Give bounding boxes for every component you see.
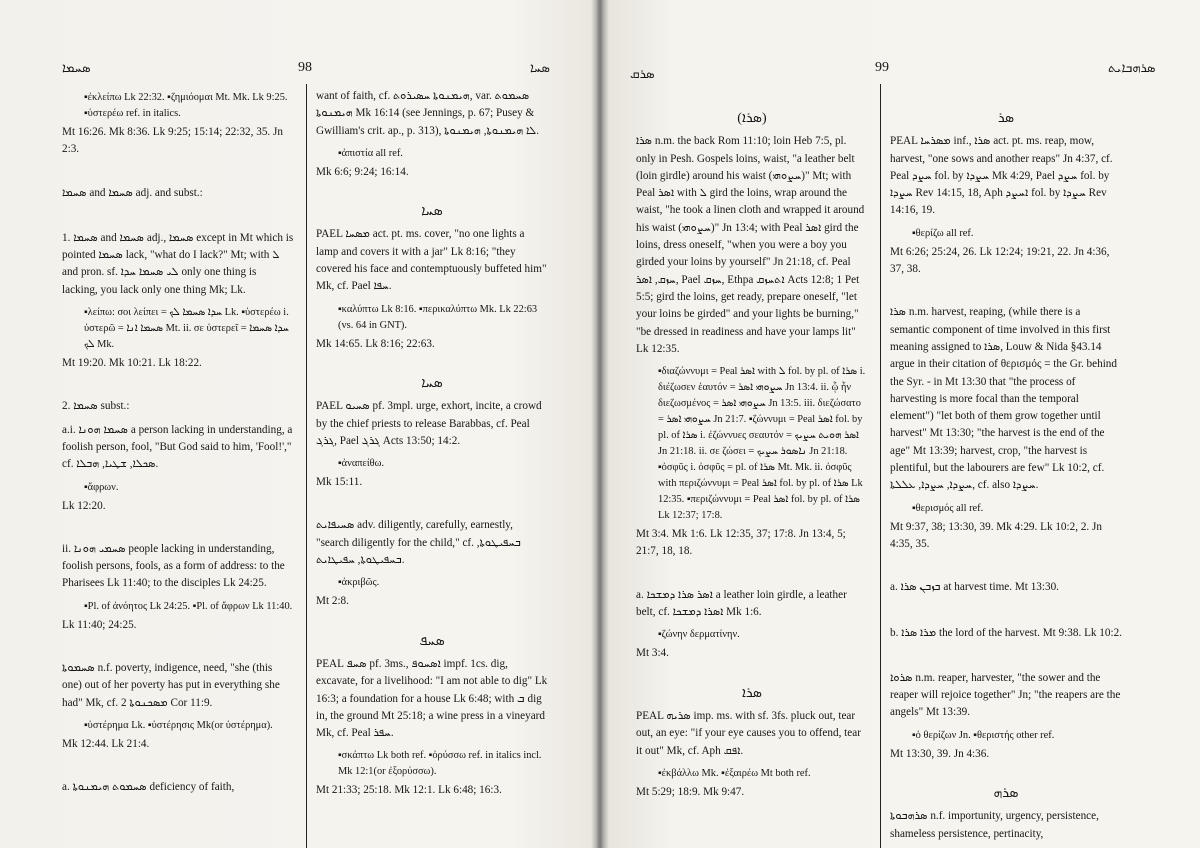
dictionary-entry: PEAL ܣܚܦ pf. 3ms., ܐܣܚܘܦ impf. 1cs. dig, excavate, for a livelihood: "I am not able to dig" Lk 16:3; a foundation for a house Lk 6:48; with ܒ dig in, the ground Mt 25:18; a wine press in a vineyard Mk, cf. Peal ܚܦܪ. <box>316 657 548 740</box>
right-column-1 <box>636 88 868 805</box>
references: Mk 12:44. Lk 21:4. <box>62 737 150 750</box>
greek-equivalents: ▪διαζώννυμι = Peal ܐܣܪ with ܠ fol. by pl. of ܣܪܐ i. διέζωσεν ἑαυτόν = ܚܨܘܗܝ ܐܣܪ Jn 13:4. ii. ᾧ ἦν διεζωσμένος = ܚܨܘܗܝ ܐܣܪ Jn 13:5. iii. διεζώσατο = ܚܨܘܗܝ ܐܣܪ Jn 21:7. ▪ζώννυμι = Peal ܐܣܪ fol. by pl. of ܣܪܐ i. ἐζώννυες σεαυτόν = ܐܣܪ ܗܘܝܬ ܚܨܝܟ Jn 21:18. ii. σε ζώσει = ܢܐܣܘܪ ܚܨܝܟ Jn 21:18. ▪ὀσφῦς i. ὀσφῦς = pl. of ܣܪܐ Mt. Mk. ii. ὀσφῦς with περιζώννυμι = Peal ܐܣܪ fol. by pl. of ܣܪܐ Lk 12:35. ▪περιζώννυμι = Peal ܐܣܪ fol. by pl. of ܣܪܐ Lk 12:37; 17:8. <box>658 366 866 522</box>
greek-equivalents: ▪ἀναπείθω. <box>338 458 385 470</box>
references: Mk 14:65. Lk 8:16; 22:63. <box>316 337 435 350</box>
references: Mt 16:26. Mk 8:36. Lk 9:25; 15:14; 22:32, 35. Jn 2:3. <box>62 126 283 156</box>
greek-equivalents: ▪θερίζω all ref. <box>912 227 974 239</box>
dictionary-entry: b. ܡܪܐ ܣܪܐ the lord of the harvest. Mt 9:38. Lk 10:2. <box>890 626 1122 639</box>
right-page <box>603 0 1200 848</box>
spacer <box>316 495 548 517</box>
root-headword: ܣܪܐ <box>741 685 763 701</box>
references: Mt 19:20. Mk 10:21. Lk 18:22. <box>62 357 202 370</box>
spacer <box>62 519 294 541</box>
greek-equivalents: ▪θερισμός all ref. <box>912 502 984 514</box>
references: Mk 15:11. <box>316 476 363 489</box>
spacer <box>62 376 294 398</box>
left-column-1 <box>62 88 294 803</box>
dictionary-entry: ܣܪܗܒܘܬܐ n.f. importunity, urgency, persistence, shameless persistence, pertinacity, <box>890 810 1099 840</box>
dictionary-entry: ܣܚܝܦܐܝܬ adv. diligently, carefully, earnestly, "search diligently for the child," cf. ܒܚܦܝܛܘܬܐ, ܒܚܦܝܛܘܬܐ, ܚܦܝܛܐܝܬ. <box>316 519 521 567</box>
greek-equivalents: ▪λείπω: σοι λείπει = ܚܕܐ ܣܚܡܐ ܠܟ Lk. ▪ὑστερέω i. ὑστερῶ = ܣܚܡܐ ܐܢܐ Mt. ii. σε ὑστερεῖ = ܚܕܐ ܣܚܡܐ ܠܟ Mk. <box>84 307 289 351</box>
greek-equivalents: ▪ζώνην δερματίνην. <box>658 629 740 641</box>
greek-equivalents: ▪ἀπιστία all ref. <box>338 147 403 159</box>
dictionary-entry: want of faith, cf. ܗܝܡܢܘܬܐ ܚܣܝܪܘܬ, var. ܣܚܡܘܬ ܗܝܡܢܘܬܐ Mk 16:14 (see Jennings, p. 67; Pusey & Gwilliam's crit. ap., p. 313), ܠܐ ܗܝܡܢܘܬܐ, ܗܝܡܢܘܬܐ. <box>316 90 540 137</box>
dictionary-entry: a. ܣܚܡܘܬ ܗܝܡܢܘܬܐ deficiency of faith, <box>62 781 235 794</box>
dictionary-entry: PEAL ܡܣܪܚܐ inf., ܣܪܐ act. pt. ms. reap, mow, harvest, "one sows and another reaps" Jn 4:37, cf. Peal ܚܨܕ fol. by ܚܨܕܐ Mk 4:29, Pael ܚܨܕ fol. by ܚܨܕܐ Rev 14:15, 18, Aph ܐܚܨܕ fol. by ܚܨܕܐ Rev 14:16, 19. <box>890 135 1113 217</box>
dictionary-entry: ii. ܣܚܡܝ ܗܘܢܐ people lacking in understanding, foolish persons, fools, as a form of address: to the Pharisees Lk 11:40; to the disciples Lk 24:25. <box>62 542 285 590</box>
root-headword: (ܣܪܐ) <box>737 111 767 126</box>
column-divider <box>306 84 307 848</box>
page-number: 99 <box>875 60 889 75</box>
book-gutter <box>591 0 609 848</box>
dictionary-entry: 2. ܣܚܡܐ subst.: <box>62 400 130 413</box>
greek-equivalents: ▪σκάπτω Lk both ref. ▪ὀρύσσω ref. in italics incl. Mk 12:1(or ἐξορύσσω). <box>338 750 542 778</box>
references: Mt 9:37, 38; 13:30, 39. Mk 4:29. Lk 10:2, 2. Jn 4:35, 35. <box>890 520 1102 550</box>
references: Lk 11:40; 24:25. <box>62 618 137 631</box>
running-head-left: ܣܪܩ <box>630 66 655 81</box>
dictionary-entry: PAEL ܡܣܚܐ act. pt. ms. cover, "no one lights a lamp and covers it with a jar" Lk 8:16; "they covered his face and contemptuously buffeted him" Mk, cf. Pael ܚܦܐ. <box>316 228 547 293</box>
spacer <box>62 638 294 660</box>
spacer <box>62 757 294 779</box>
left-page <box>0 0 597 848</box>
spacer <box>62 163 294 185</box>
references: Mt 3:4. Mk 1:6. Lk 12:35, 37; 17:8. Jn 13:4, 5; 21:7, 18, 18. <box>636 528 846 558</box>
references: Mt 21:33; 25:18. Mk 12:1. Lk 6:48; 16:3. <box>316 784 502 797</box>
root-headword: ܣܪܗ <box>993 786 1019 802</box>
dictionary-entry: a.i. ܣܚܡܐ ܗܘܢܐ a person lacking in understanding, a foolish person, fool, "But God said to him, 'Fool!'," cf. ܣܟܠܐ, ܫܛܝܐ, ܗܒܠܐ. <box>62 423 293 471</box>
references: Mk 6:6; 9:24; 16:14. <box>316 165 409 178</box>
spacer <box>890 282 1122 304</box>
dictionary-entry: ܣܚܡܘܬܐ n.f. poverty, indigence, need, "she (this one) out of her poverty has put in everything she had" Mk, cf. ܡܣܟܢܘܬܐ 2 Cor 11:9. <box>62 662 280 709</box>
right-column-2 <box>890 88 1122 848</box>
dictionary-entry: a. ܐܣܪ ܣܪܐ ܕܡܫܟܐ a leather loin girdle, a leather belt, cf. ܐܣܪܐ ܕܡܫܟܐ Mk 1:6. <box>636 588 847 619</box>
references: Mt 6:26; 25:24, 26. Lk 12:24; 19:21, 22. Jn 4:36, 37, 38. <box>890 245 1110 276</box>
dictionary-entry: ܣܚܡܐ and ܣܚܡܐ adj. and subst.: <box>62 186 203 199</box>
references: Mt 13:30, 39. Jn 4:36. <box>890 747 990 760</box>
spacer <box>890 557 1122 579</box>
root-headword: ܣܪ <box>997 111 1015 126</box>
left-column-2 <box>316 88 548 804</box>
greek-equivalents: ▪ἐκβάλλω Mk. ▪ἐξαιρέω Mt both ref. <box>658 767 811 779</box>
greek-equivalents: ▪ἐκλείπω Lk 22:32. ▪ζημιόομαι Mt. Mk. Lk 9:25. ▪ὑστερέω ref. in italics. <box>84 92 288 119</box>
references: Mt 3:4. <box>636 647 669 660</box>
references: Lk 12:20. <box>62 499 106 512</box>
references: Mt 5:29; 18:9. Mk 9:47. <box>636 785 745 798</box>
spacer <box>62 208 294 230</box>
greek-equivalents: ▪ἀκριβῶς. <box>338 577 380 589</box>
root-headword: ܣܚܐ <box>421 375 443 391</box>
dictionary-entry: a. ܒܙܒܢ ܣܪܐ at harvest time. Mt 13:30. <box>890 581 1059 594</box>
running-head-right: ܣܚܐ <box>530 60 550 75</box>
spacer <box>636 565 868 587</box>
spacer <box>890 648 1122 670</box>
references: Mt 2:8. <box>316 595 349 608</box>
running-head-right: ܣܪܗܒܐܝܬ <box>1108 60 1156 75</box>
running-head-left: ܣܚܡܐ <box>62 60 91 75</box>
dictionary-entry: PEAL ܣܪܝܗ imp. ms. with sf. 3fs. pluck out, tear out, an eye: "if your eye causes you to offend, tear it out" Mk, cf. Aph ܐܦܩ. <box>636 709 861 757</box>
greek-equivalents: ▪ὁ θερίζων Jn. ▪θεριστής other ref. <box>912 729 1055 741</box>
page-number: 98 <box>298 60 312 75</box>
greek-equivalents: ▪καλύπτω Lk 8:16. ▪περικαλύπτω Mk. Lk 22:63 (vs. 64 in GNT). <box>338 303 538 331</box>
dictionary-entry: PAEL ܣܚܝܘ pf. 3mpl. urge, exhort, incite, a crowd by the chief priests to release Barabbas, cf. Peal ܓܪܓ, Pael ܓܪܓ Acts 13:50; 14:2. <box>316 400 542 447</box>
greek-equivalents: ▪ὑστέρημα Lk. ▪ὑστέρησις Mk(or ὑστέρημα). <box>84 719 273 731</box>
dictionary-entry: ܣܪܘܐ n.m. reaper, harvester, "the sower and the reaper will rejoice together" Jn; "the reapers are the angels" Mt 13:39. <box>890 671 1121 719</box>
root-headword: ܣܚܦ <box>419 633 445 649</box>
dictionary-entry: ܣܪܐ n.m. harvest, reaping, (while there is a semantic component of time involved in this first meaning assigned to ܣܪܐ, Louw & Nida §43.14 argue in their citation of θερισμός = the Gr. behind the Syr. - in Mt 13:30 that "the process of harvesting is more focal than the temporal element") "let both of them grow together until harvest" Mt 13:30; "the harvest is the end of the age" Mt 13:39; harvest, crop, "the harvest is plentiful, but the labourers are few" Lk 10:2, cf. ܚܨܕܐ, ܚܨܕܐ, ܥܠܠܬܐ, cf. also ܚܨܕܐ. <box>890 306 1117 492</box>
spacer <box>890 603 1122 625</box>
root-headword: ܣܚܐ <box>421 204 443 220</box>
column-divider <box>880 84 881 848</box>
dictionary-entry: ܣܪܐ n.m. the back Rom 11:10; loin Heb 7:5, pl. only in Pesh. Gospels loins, waist, "a leather belt (loin girdle) around his waist (ܚܨܘܗܝ)" Mt; with Peal ܐܣܪ with ܠ gird the loins, wrap around the waist, "he took a linen cloth and wrapped it around his waist (ܚܨܘܗܝ)" Jn 13:4; with Peal ܐܣܪ gird the loins, dress oneself, "when you were a boy you girded your loins by yourself" Jn 21:18, cf. Peal ܚܙܩ, ܐܣܪ, Pael ܚܙܩ, Ethpa ܐܬܚܙܩ Acts 12:8; 1 Pet 5:5; gird the loins, get ready, prepare oneself, "let your loins be girded" and your lights be burning," "be dressed in readiness and have your lamps lit" Lk 12:35. <box>636 135 865 355</box>
greek-equivalents: ▪Pl. of ἀνόητος Lk 24:25. ▪Pl. of ἄφρων Lk 11:40. <box>84 600 293 612</box>
dictionary-entry: 1. ܣܚܡܐ and ܣܚܡܐ adj., ܣܚܡܐ except in Mt which is pointed ܣܚܡܐ lack, "what do I lack?" Mt; with ܠ and pron. sf. ܠܝ ܣܚܡܐ ܚܕܐ only one thing is lacking, you lack only one thing Mk; Lk. <box>62 231 294 296</box>
greek-equivalents: ▪ἄφρων. <box>84 481 119 493</box>
